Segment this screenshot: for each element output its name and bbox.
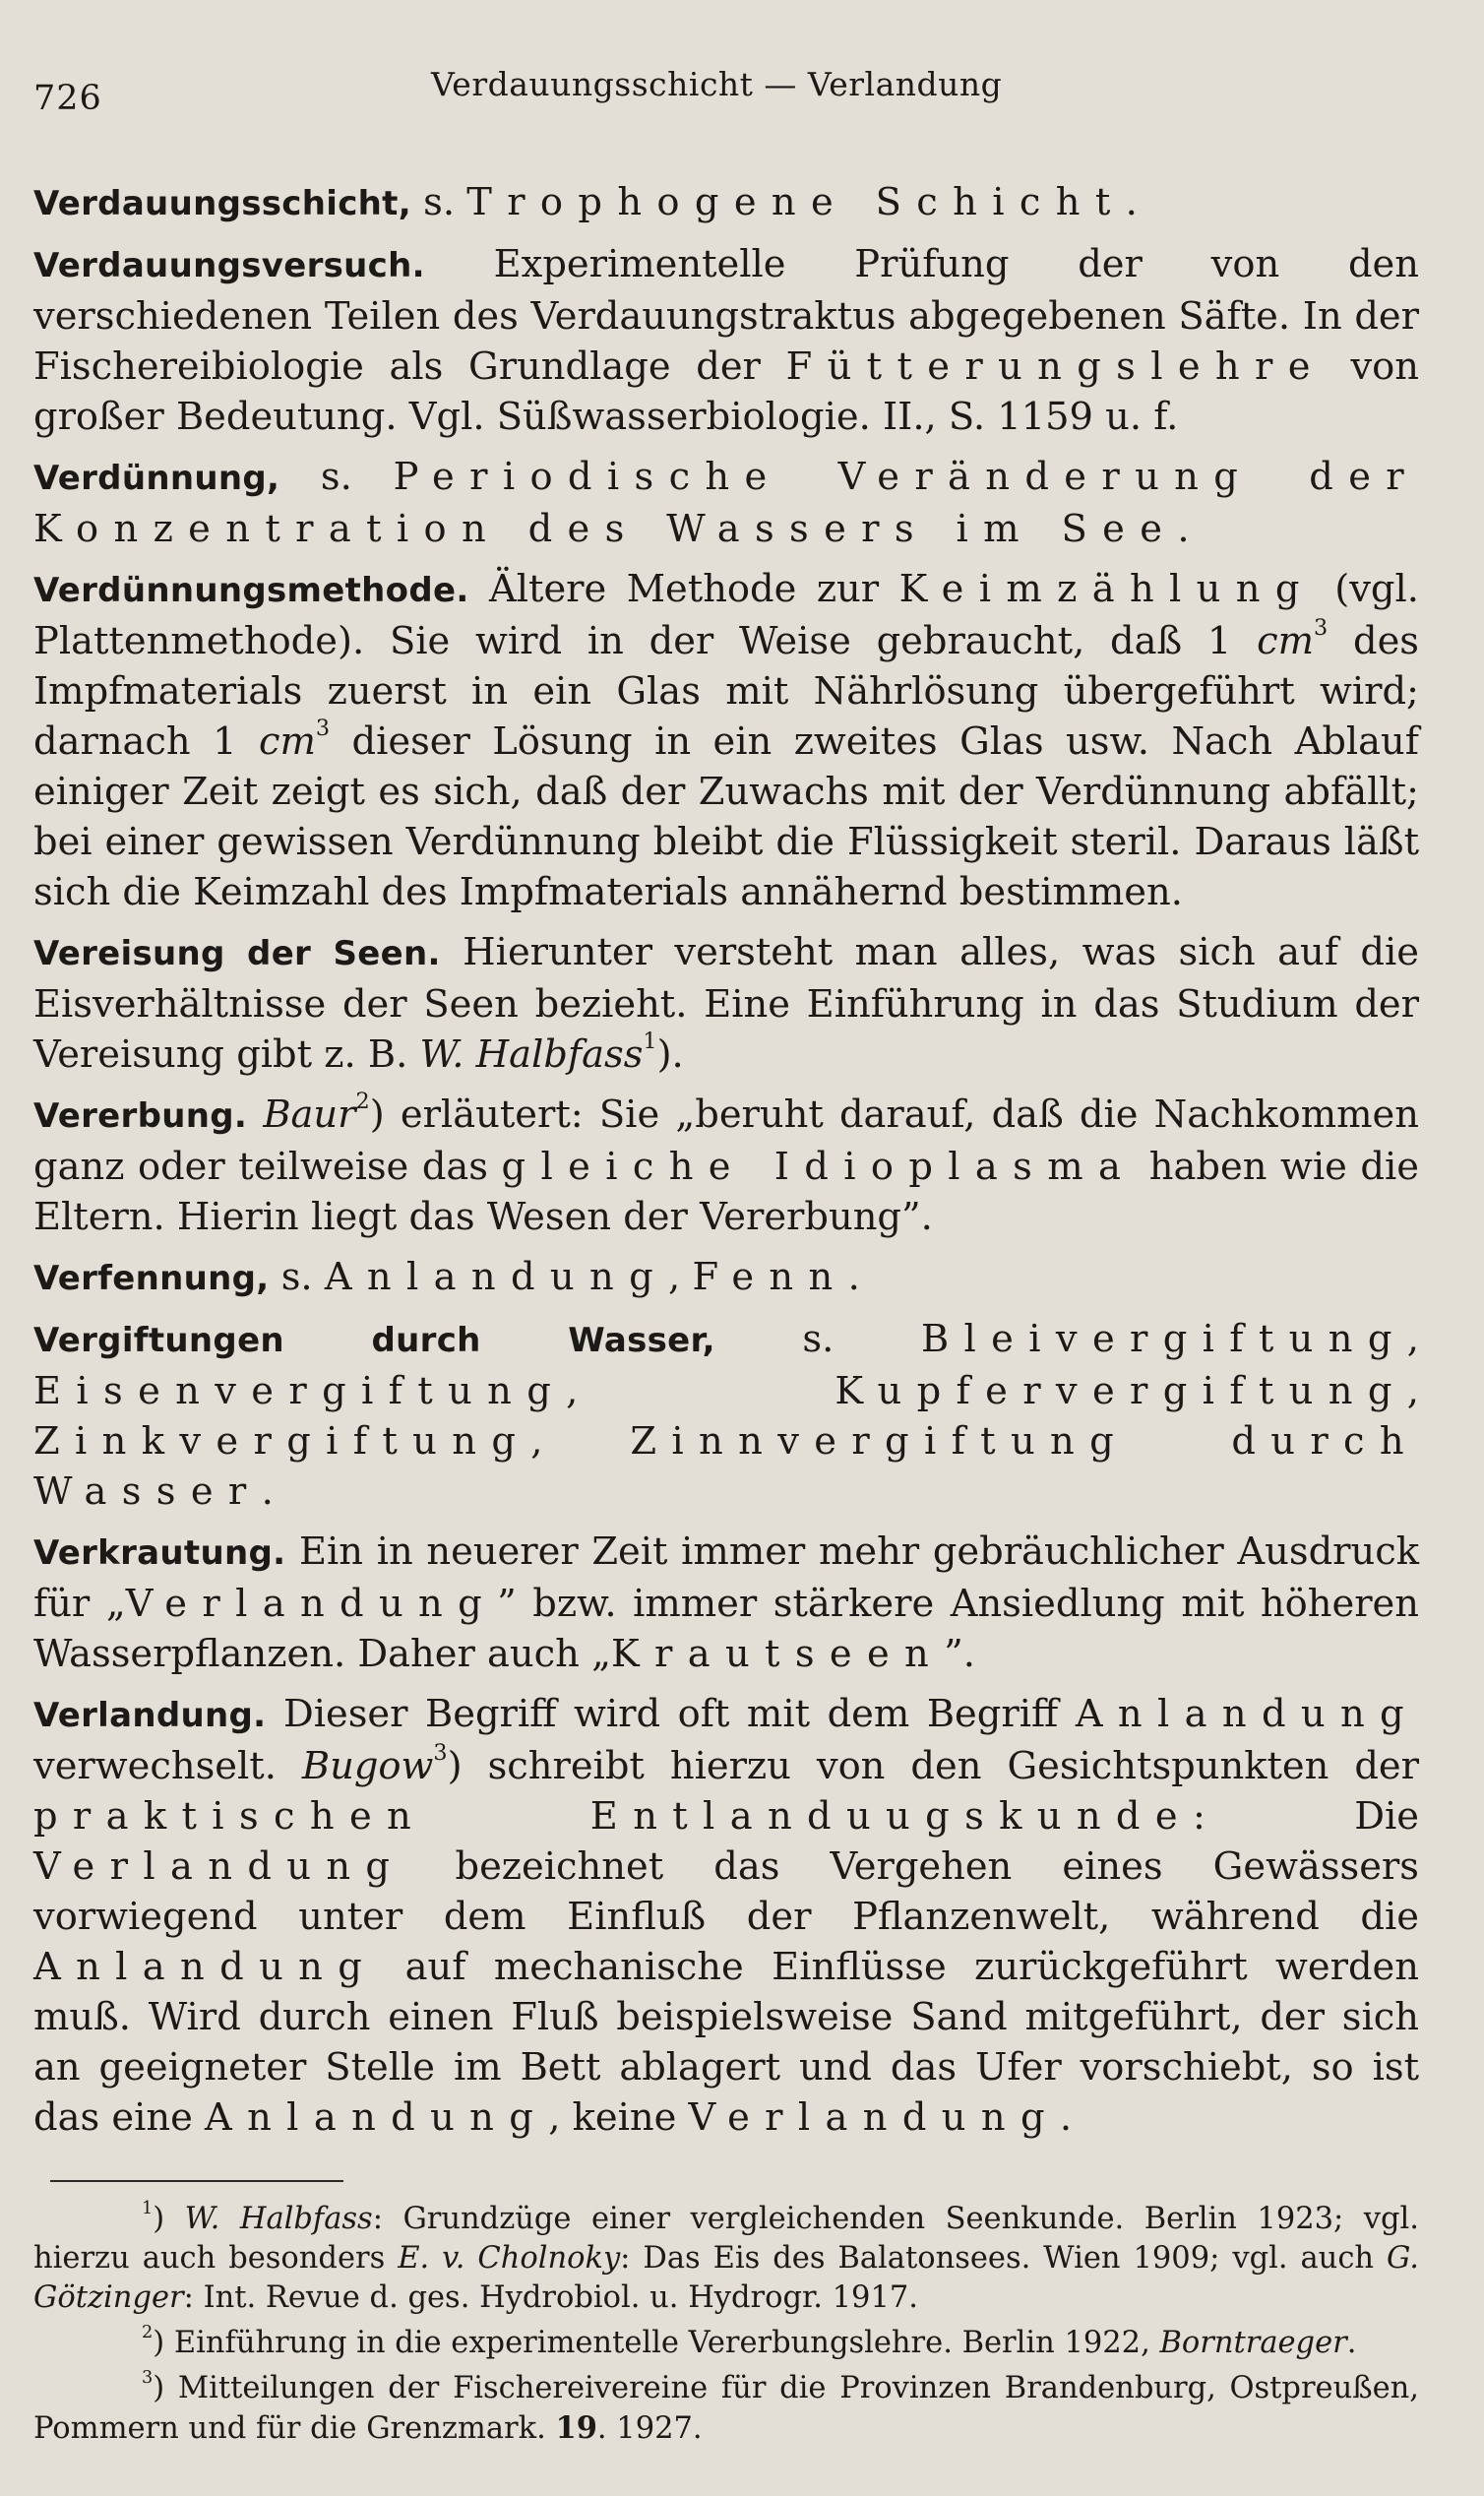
footnote-marker: $^3$) (142, 2367, 165, 2405)
dictionary-entry (33, 1527, 1419, 1679)
italic-text: Borntraeger (1159, 2326, 1347, 2360)
text-run: : Int. Revue d. ges. Hydrobiol. u. Hydrogr. 1917. (183, 2280, 918, 2315)
entry-body (270, 1255, 860, 1299)
footnote-number: 3 (142, 2367, 154, 2388)
text-run: . (847, 1255, 860, 1299)
spaced-term: Krautseen (610, 1632, 945, 1676)
text-run: s. (410, 180, 467, 224)
footnote (33, 2200, 1419, 2318)
dictionary-entry (33, 1314, 1419, 1517)
footnote-ref: 1 (643, 1029, 657, 1055)
text-run: des Impfmaterials zuerst in ein Glas mit Nährlösung übergeführt wird; darnach 1 (33, 619, 1419, 764)
text-run: , (566, 1369, 835, 1413)
spaced-term: Fütterungslehre (785, 344, 1326, 389)
dictionary-entry (33, 1252, 1419, 1304)
footnote (33, 2324, 1419, 2363)
entry-headword: Vergiftungen durch Wasser, (33, 1321, 715, 1360)
text-run: . 1927. (596, 2411, 703, 2446)
spaced-term: Keimzählung (898, 567, 1315, 611)
spaced-term: Verlandung (688, 2095, 1060, 2140)
spaced-term: Anlandung (205, 2095, 549, 2140)
italic-text: Baur (263, 1092, 356, 1137)
footnote-ref: 2 (355, 1089, 370, 1115)
text-run: s. (269, 1255, 325, 1299)
text-run: (vgl. Plattenmethode). Sie wird in der Weise gebraucht, daß 1 (33, 567, 1419, 663)
spaced-term: Anlandung (324, 1255, 669, 1299)
footnote-ref: 3 (433, 1740, 448, 1767)
text-run: : Grundzüge einer vergleichenden Seenkunde. Berlin 1923; vgl. hierzu auch besonders (33, 2202, 1419, 2276)
spaced-term: Zinnvergiftung durch Wasser (33, 1419, 1419, 1514)
italic-text: G. Götzinger (33, 2241, 1419, 2315)
spaced-term: gleiche Idioplasma (501, 1145, 1137, 1189)
text-run: Ein in neuerer Zeit immer mehr gebräuchlicher Ausdruck für „ (33, 1529, 1419, 1626)
text-run: : Das Eis des Balatonsees. Wien 1909; vgl. auch (620, 2241, 1388, 2276)
italic-text: E. v. Cholnoky (398, 2241, 621, 2276)
text-run: ) erläutert: Sie „beruht darauf, daß die Nachkommen ganz oder teilweise das (33, 1092, 1419, 1189)
text-run (164, 2202, 184, 2236)
entry-headword: Verfennung, (33, 1259, 270, 1298)
spaced-term: Anlandung (1075, 1692, 1419, 1736)
text-run: Dieser Begriff wird oft mit dem Begriff (266, 1692, 1076, 1736)
footnote (33, 2369, 1419, 2449)
text-run: auf mechanische Einflüsse zurückgeführt werden muß. Wird durch einen Fluß beispielsweise Sand mitgeführt, der sich an geeigneter Stelle im Bett ablagert und das Ufer vorschiebt, so ist das eine (33, 1945, 1419, 2140)
dictionary-entry (33, 927, 1419, 1080)
text-run: Hierunter versteht man alles, was sich auf die Eisverhältnisse der Seen bezieht. Eine Einführung in das Studium der Vereisung gibt z. B. (33, 930, 1419, 1077)
text-run: haben wie die Eltern. Hierin liegt das Wesen der Vererbung”. (33, 1145, 1419, 1239)
entry-headword: Verdünnungsmethode. (33, 571, 469, 610)
page-header (33, 57, 1419, 116)
entry-body (411, 180, 1138, 224)
footnote-number: 2 (142, 2322, 154, 2342)
entry-headword: Verlandung. (33, 1696, 267, 1735)
italic-text: W. Halbfass (419, 1032, 644, 1077)
text-run: dieser Lösung in ein zweites Glas usw. Nach Ablauf einiger Zeit zeigt es sich, daß der Zuwachs mit der Verdünnung abfällt; bei einer gewissen Verdünnung bleibt die Flüssigkeit steril. Daraus läßt sich die Keimzahl des Impfmaterials annähernd bestimmen. (33, 719, 1419, 914)
spaced-term: Verlandung (125, 1582, 498, 1626)
text-run: ). (656, 1032, 684, 1077)
dictionary-entry (33, 564, 1419, 917)
footnote-marker: $^2$) (142, 2322, 165, 2360)
footnote-text (33, 2198, 1419, 2315)
footnote-ref: 3 (315, 716, 331, 742)
footnote-marker: $^1$) (142, 2198, 165, 2236)
dictionary-entry (33, 1689, 1419, 2143)
entry-headword: Verdauungsschicht, (33, 184, 411, 223)
text-run: . (261, 1469, 274, 1514)
spaced-term: Anlandung (33, 1945, 378, 1989)
text-run: , (1406, 1369, 1419, 1413)
italic-text: cm (1257, 619, 1315, 663)
spaced-term: Bleivergiftung (920, 1317, 1407, 1361)
footnote-text (33, 2367, 1419, 2446)
footnote-number: 1 (142, 2198, 154, 2218)
text-run: ” bzw. immer stärkere Ansiedlung mit höheren Wasserpflanzen. Daher auch „ (33, 1582, 1420, 1676)
text-run: Experimentelle Prüfung der von den verschiedenen Teilen des Verdauungstraktus abgegebenen Säfte. In der Fischereibiologie als Grundlage der (33, 242, 1419, 389)
text-run: Einführung in die experimentelle Vererbungslehre. Berlin 1922, (164, 2326, 1160, 2360)
spaced-term: Kupfervergiftung (835, 1369, 1407, 1413)
entry-headword: Vereisung der Seen. (33, 934, 441, 973)
entry-headword: Verkrautung. (33, 1533, 286, 1573)
text-run: ) schreibt hierzu von den Gesichtspunkten der (447, 1744, 1419, 1788)
footnotes (33, 2200, 1419, 2449)
text-run: . (1125, 180, 1138, 224)
spaced-term: Fenn (692, 1255, 848, 1299)
text-run: , (1406, 1317, 1419, 1361)
footnote-text (164, 2326, 1356, 2360)
text-run: . (1177, 507, 1190, 551)
text-run: s. (279, 455, 394, 499)
text-run: Mitteilungen der Fischereivereine für die Provinzen Brandenburg, Ostpreußen, Pommern und für die Grenzmark. (33, 2371, 1419, 2446)
text-run: : Die (1192, 1794, 1419, 1839)
italic-text: Bugow (301, 1744, 434, 1788)
entry-body (33, 567, 1419, 914)
text-run: , (530, 1419, 631, 1464)
text-run: ”. (944, 1632, 975, 1676)
text-run: . (1059, 2095, 1073, 2140)
running-head: Verdauungsschicht — Verlandung (431, 65, 1003, 103)
entry-headword: Verdauungsversuch. (33, 246, 425, 285)
dictionary-entry (33, 177, 1419, 229)
entry-list (33, 177, 1419, 2143)
text-run: , keine (548, 2095, 689, 2140)
entry-headword: Verdünnung, (33, 459, 280, 498)
text-run: , (668, 1255, 693, 1299)
text-run: Ältere Methode zur (468, 567, 899, 611)
page-number: 726 (33, 79, 102, 118)
footnote-ref: 3 (1314, 615, 1329, 642)
spaced-term: Trophogene Schicht (466, 180, 1126, 224)
text-run: s. (714, 1317, 921, 1361)
dictionary-entry (33, 1090, 1419, 1242)
entry-body (33, 1692, 1419, 2140)
text-run: . (1346, 2326, 1357, 2360)
entry-headword: Vererbung. (33, 1096, 248, 1136)
footnote-rule (50, 2180, 343, 2182)
text-run: verwechselt. (33, 1744, 302, 1788)
italic-text: cm (258, 719, 316, 764)
spaced-term: Periodische Veränderung der Konzentration des Wassers im See (33, 455, 1420, 551)
bold-text: 19 (555, 2410, 597, 2446)
spaced-term: Verlandung (33, 1844, 405, 1889)
italic-text: W. Halbfass (184, 2202, 373, 2236)
text-run: von großer Bedeutung. Vgl. Süßwasserbiologie. II., S. 1159 u. f. (33, 344, 1419, 439)
spaced-term: Eisenvergiftung (33, 1369, 567, 1413)
spaced-term: Zinkvergiftung (33, 1419, 531, 1464)
text-run: bezeichnet das Vergehen eines Gewässers vorwiegend unter dem Einfluß der Pflanzenwelt, während die (33, 1844, 1419, 1939)
spaced-term: praktischen Entlanduugskunde (33, 1794, 1193, 1839)
dictionary-entry (33, 452, 1419, 554)
text-run (247, 1092, 263, 1137)
dictionary-entry (33, 239, 1419, 442)
